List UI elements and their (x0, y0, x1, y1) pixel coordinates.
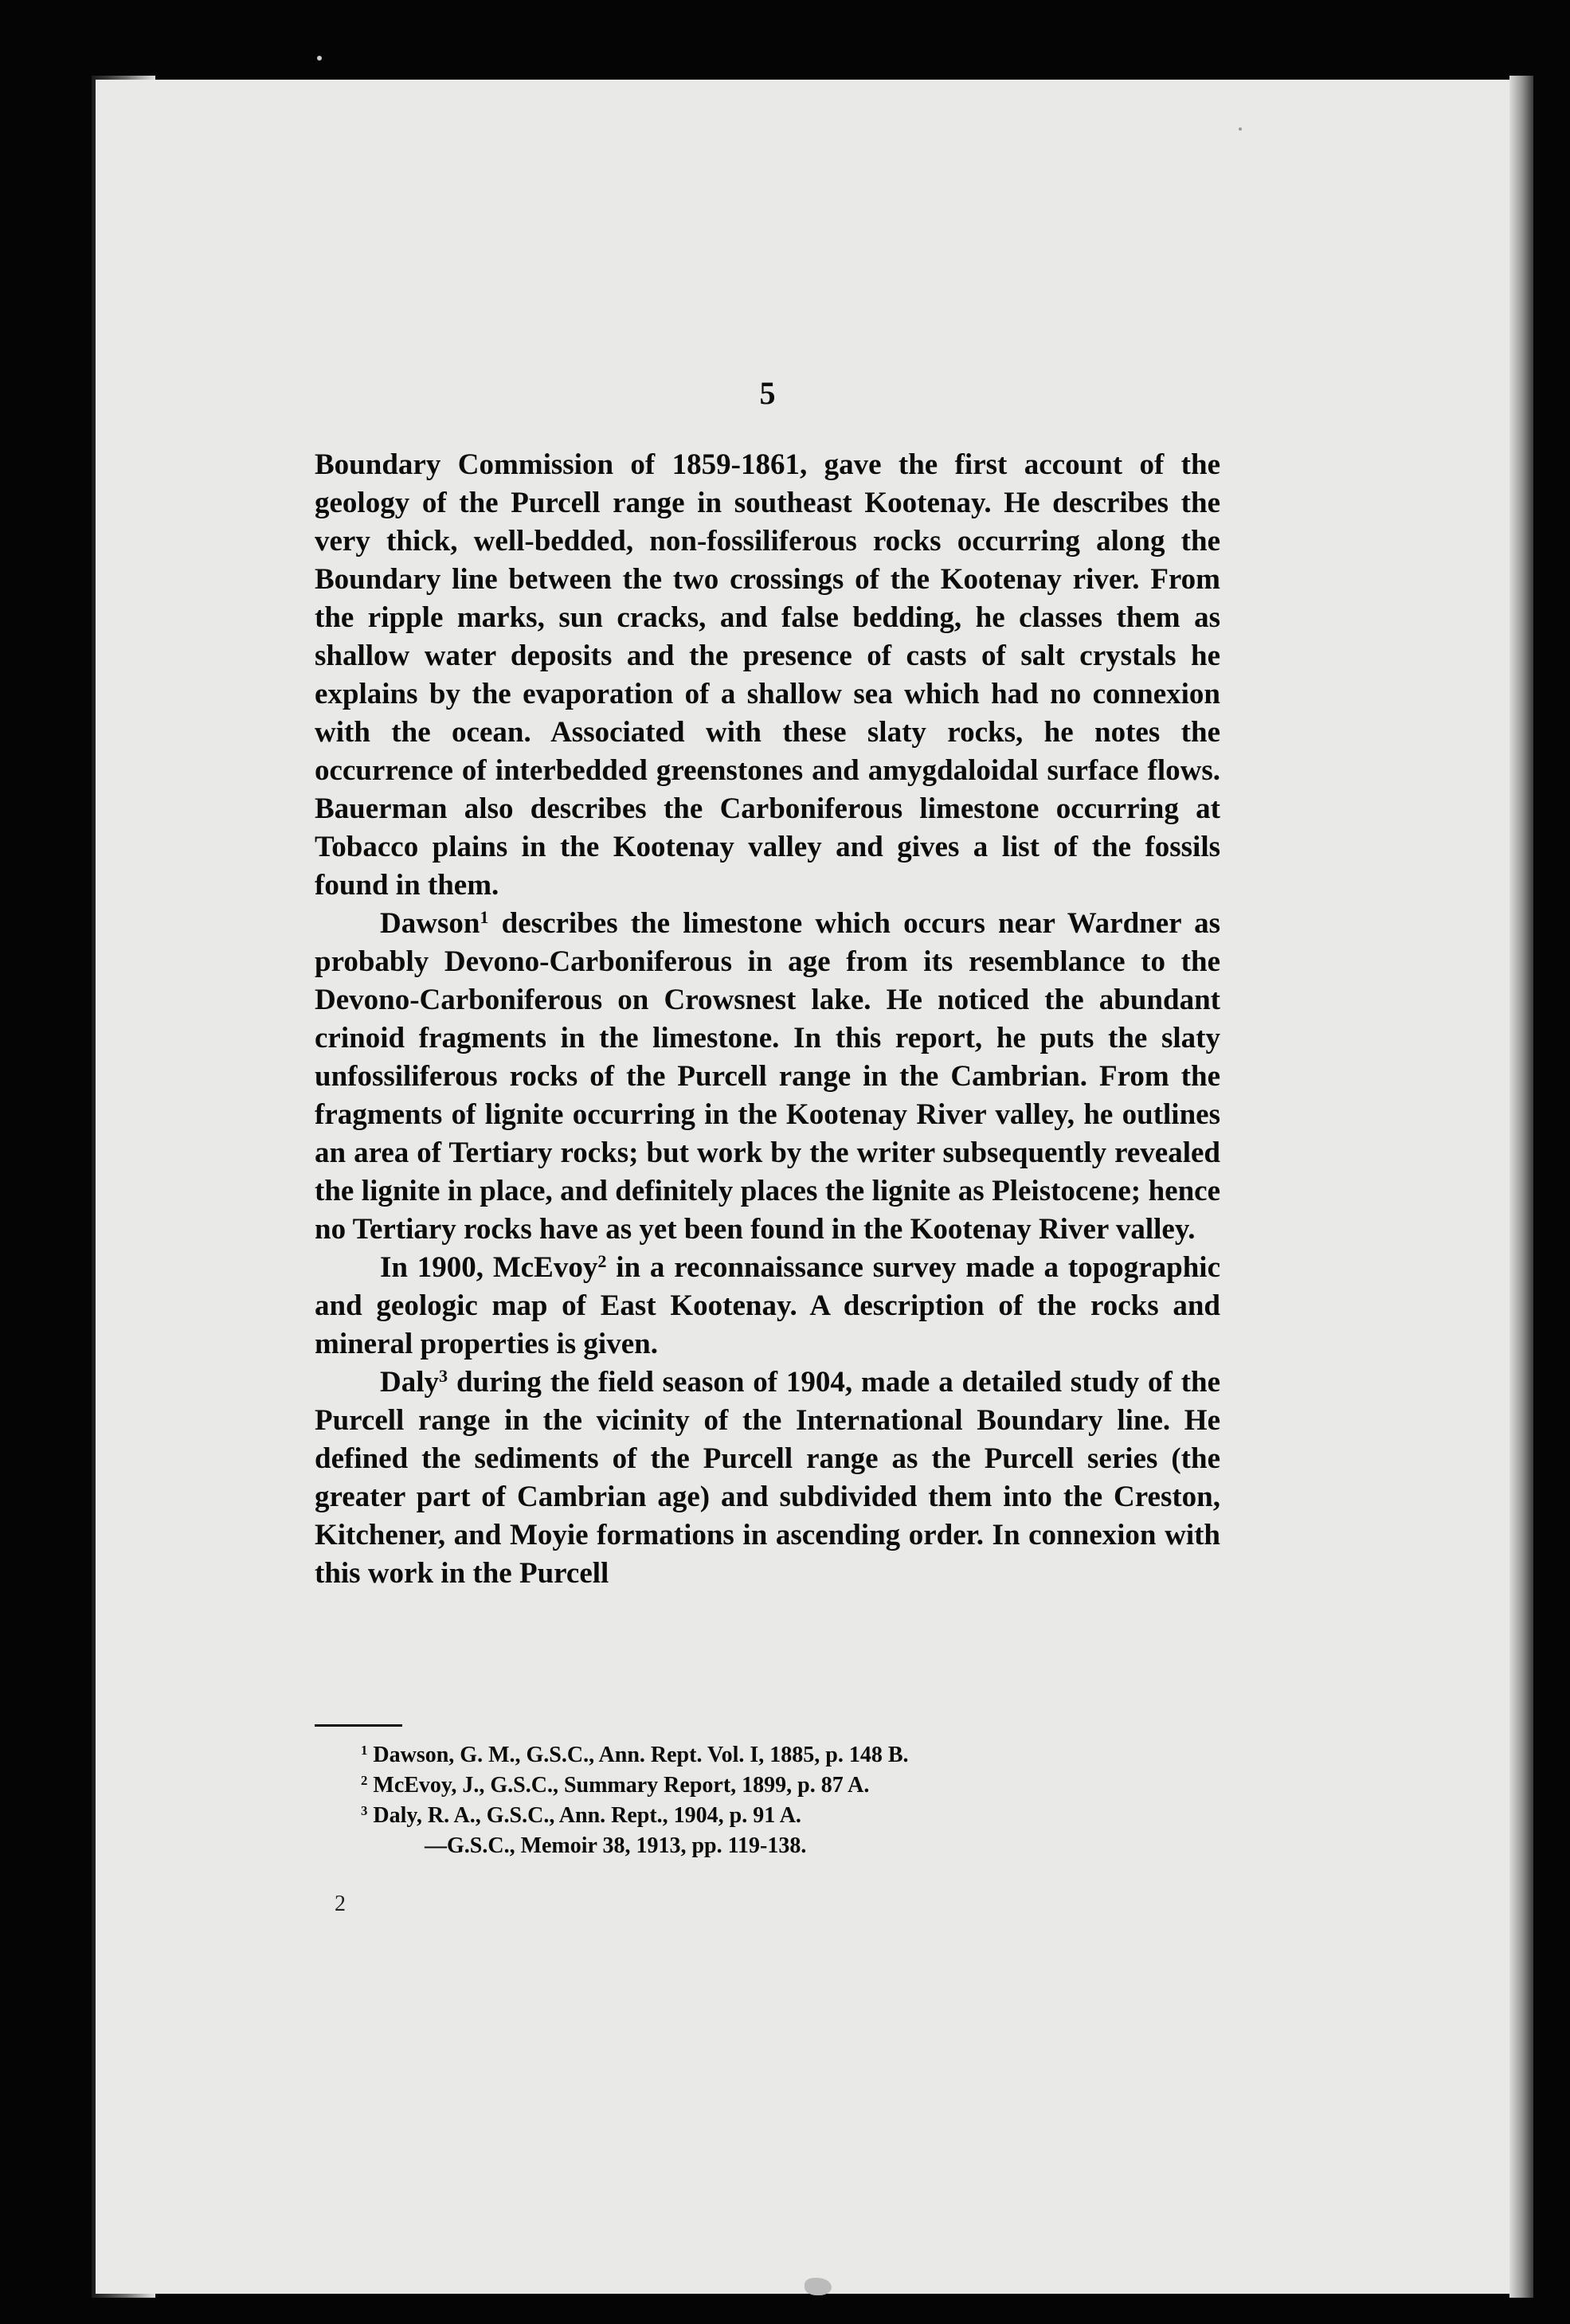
footnote-ref-2: 2 (597, 1250, 607, 1271)
body-text (315, 446, 1220, 1593)
footnotes (361, 1740, 1157, 1861)
footnote-3-continuation (361, 1831, 1157, 1861)
footnote-mark-3: 3 (361, 1802, 368, 1818)
paragraph-3-text: in a reconnaissance survey made a topographic and geologic map of East Kootenay. A description of the rocks and mineral properties is given. (315, 1251, 1221, 1360)
paragraph-4-lead: Daly (380, 1366, 439, 1399)
footnote-3-continuation-text: —G.S.C., Memoir 38, 1913, pp. 119-138. (425, 1833, 807, 1858)
paragraph-1: Boundary Commission of 1859-1861, gave the first account of the geology of the Purcell range in southeast Kootenay. He describes the very thick, well-bedded, non-fossiliferous rocks occurring along the Boundary line between the two crossings of the Kootenay river. From the ripple marks, sun cracks, and false bedding, he classes them as shallow water deposits and the presence of casts of salt crystals he explains by the evaporation of a shallow sea which had no connexion with the ocean. Associated with these slaty rocks, he notes the occurrence of interbedded greenstones and amygdaloidal surface flows. Bauerman also describes the Carboniferous limestone occurring at Tobacco plains in the Kootenay valley and gives a list of the fossils found in them. (315, 448, 1220, 902)
footnote-mark-1: 1 (361, 1742, 368, 1758)
signature-mark: 2 (335, 1892, 346, 1916)
footnote-ref-3: 3 (439, 1365, 448, 1386)
footnote-divider (315, 1724, 402, 1727)
dust-speck (1239, 127, 1242, 131)
paragraph-4 (315, 1363, 1220, 1593)
paragraph-2-lead: Dawson (380, 907, 480, 940)
footnote-2-text: McEvoy, J., G.S.C., Summary Report, 1899, p. 87 A. (367, 1773, 870, 1798)
paragraph-2-text: describes the limestone which occurs near Wardner as probably Devono-Carboniferous in age from its resemblance to the Devono-Carboniferous on Crowsnest lake. He noticed the abundant crinoid fragments in the limestone. In this report, he puts the slaty unfossiliferous rocks of the Purcell range in the Cambrian. From the fragments of lignite occurring in the Kootenay River valley, he outlines an area of Tertiary rocks; but work by the writer subsequently revealed the lignite in place, and definitely places the lignite as Pleistocene; hence no Tertiary rocks have as yet been found in the Kootenay River valley. (315, 907, 1220, 1246)
footnote-ref-1: 1 (480, 906, 489, 927)
scan-artifact (805, 2278, 832, 2295)
page-right-edge-shadow (1509, 76, 1533, 2298)
footnote-mark-2: 2 (361, 1772, 368, 1788)
page-number: 5 (759, 375, 776, 411)
footnote-3-text: Daly, R. A., G.S.C., Ann. Rept., 1904, p. 91 A. (367, 1803, 801, 1828)
footnote-3 (361, 1801, 1157, 1831)
paragraph-2 (315, 905, 1220, 1249)
paragraph-3 (315, 1249, 1220, 1363)
footnote-1-text: Dawson, G. M., G.S.C., Ann. Rept. Vol. I, 1885, p. 148 B. (367, 1743, 909, 1767)
paragraph-3-lead: In 1900, McEvoy (380, 1251, 598, 1284)
footnote-2 (361, 1770, 1157, 1801)
dust-speck (317, 56, 322, 61)
paragraph-4-text: during the field season of 1904, made a detailed study of the Purcell range in the vicinity of the International Boundary line. He defined the sediments of the Purcell range as the Purcell series (the greater part of Cambrian age) and subdivided them into the Creston, Kitchener, and Moyie formations in ascending order. In connexion with this work in the Purcell (315, 1366, 1220, 1590)
footnote-1 (361, 1740, 1157, 1770)
